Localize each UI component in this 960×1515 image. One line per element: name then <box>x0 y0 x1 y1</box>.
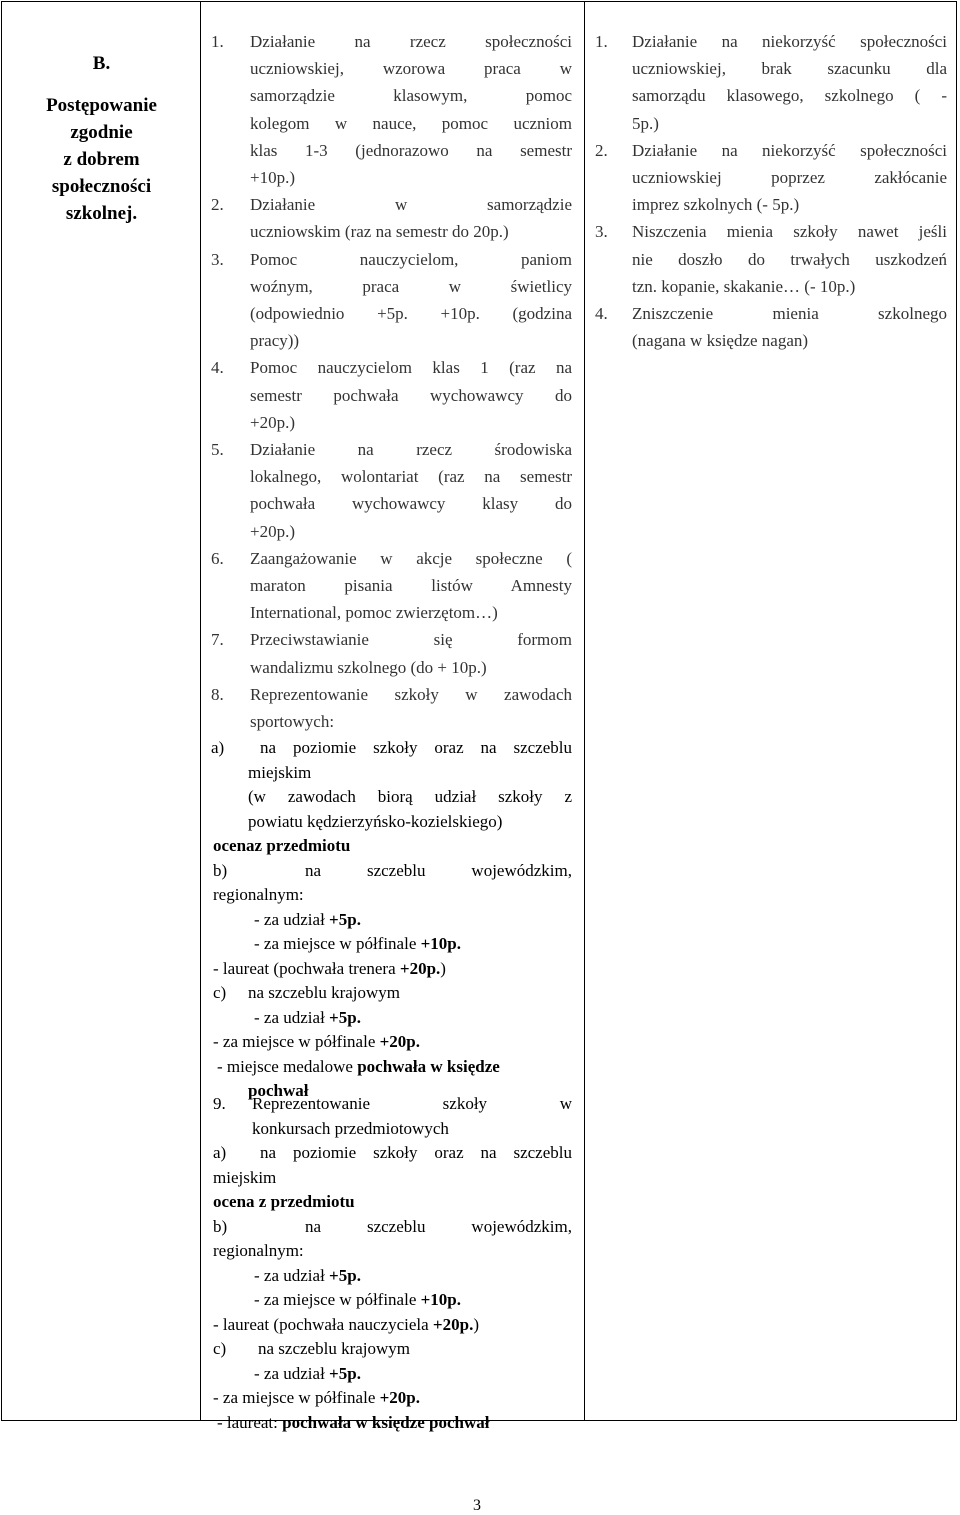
score-value: +20p. <box>399 958 441 978</box>
item-line: miejskim <box>248 762 312 782</box>
score-value: pochwała w księdze pochwał <box>282 1412 490 1432</box>
grade-note-text: ocena z przedmiotu <box>213 1192 355 1211</box>
item-number: 4. <box>595 304 608 323</box>
item-line: +20p.) <box>250 521 295 541</box>
item-line: powiatu kędzierzyńsko-kozielskiego) <box>248 811 503 831</box>
item-line: Niszczenia mienia szkoły nawet jeśli <box>632 222 947 242</box>
item-line: uczniowskiej, brak szacunku dla <box>632 59 947 79</box>
item-line: lokalnego, wolontariat (raz na semestr <box>250 467 572 487</box>
item-number: 1. <box>595 32 608 51</box>
grade-note <box>213 1190 355 1214</box>
item-line: (nagana w księdze nagan) <box>632 331 809 351</box>
item-line: wandalizmu szkolnego (do + 10p.) <box>250 657 487 677</box>
score-suffix: ) <box>440 958 446 978</box>
score-value: pochwała w księdze <box>357 1056 500 1076</box>
item-line: Pomoc nauczycielom, paniom <box>250 249 572 269</box>
score-value: +10p. <box>420 934 462 953</box>
score-line <box>254 932 461 956</box>
score-line <box>254 1006 361 1030</box>
item-line: (w zawodach biorą udział szkoły z <box>248 787 572 806</box>
item-line: na szczeblu wojewódzkim, <box>305 1216 572 1236</box>
item-line: nie doszło do trwałych uszkodzeń <box>632 249 947 269</box>
item-line: Reprezentowanie szkoły w <box>252 1094 572 1113</box>
score-label: - za udział <box>254 1363 330 1383</box>
score-line <box>254 1264 361 1288</box>
item-line: regionalnym: <box>213 885 304 904</box>
score-label: - za miejsce w półfinale <box>254 934 421 953</box>
list-marker: c) <box>213 1339 227 1358</box>
category-letter: B. <box>92 53 111 74</box>
item-number: 5. <box>211 440 224 459</box>
score-value: +20p. <box>379 1388 421 1407</box>
list-marker: b) <box>213 1216 228 1236</box>
item-number: 3. <box>595 222 608 242</box>
item-line: konkursach przedmiotowych <box>252 1118 449 1138</box>
item-line: na poziomie szkoły oraz na szczeblu <box>260 1143 572 1162</box>
grade-note <box>213 834 350 858</box>
criteria-table <box>1 1 957 1432</box>
score-label: - miejsce medalowe <box>217 1056 358 1076</box>
score-value: pochwał <box>248 1081 309 1100</box>
score-value: +20p. <box>379 1032 421 1051</box>
item-line: (odpowiednio +5p. +10p. (godzina <box>250 304 572 323</box>
item-line: Pomoc nauczycielom klas 1 (raz na <box>250 358 572 378</box>
item-line: klas 1-3 (jednorazowo na semestr <box>250 140 572 160</box>
item-line: Działanie na niekorzyść społeczności <box>632 32 947 51</box>
list-marker: a) <box>213 1143 227 1162</box>
item-line: na szczeblu wojewódzkim, <box>305 860 572 880</box>
item-line: semestr pochwała wychowawcy do <box>250 385 572 405</box>
score-value: +5p. <box>329 1265 361 1285</box>
item-number: 2. <box>595 140 608 160</box>
negative-behaviours-column <box>585 2 958 1420</box>
item-line: na szczeblu krajowym <box>248 983 400 1002</box>
item-line: kolegom w nauce, pomoc uczniom <box>250 113 572 133</box>
item-number: 3. <box>211 249 224 269</box>
score-line <box>254 1362 361 1386</box>
item-number: 8. <box>211 684 224 704</box>
score-label: - za miejsce w półfinale <box>254 1290 421 1309</box>
score-line <box>213 1313 479 1337</box>
score-line <box>213 1030 420 1054</box>
score-value: +5p. <box>329 1007 361 1027</box>
item-line: Działanie na rzecz społeczności <box>250 32 572 51</box>
item-line: Reprezentowanie szkoły w zawodach <box>250 684 572 704</box>
item-line: pracy)) <box>250 331 300 351</box>
score-line <box>217 1411 489 1435</box>
grade-note-text: ocenaz przedmiotu <box>213 836 351 855</box>
score-value: +10p. <box>420 1290 462 1309</box>
item-line: 5p.) <box>632 113 659 133</box>
score-label: - za miejsce w półfinale <box>213 1032 380 1051</box>
score-line <box>213 957 446 981</box>
item-line: samorządu klasowego, szkolnego ( - <box>632 86 947 106</box>
score-label: - za miejsce w półfinale <box>213 1388 380 1407</box>
score-suffix: ) <box>473 1314 479 1334</box>
item-line: miejskim <box>213 1167 277 1187</box>
score-value: +5p. <box>329 909 361 929</box>
item-line: woźnym, praca w świetlicy <box>250 276 572 296</box>
item-number: 4. <box>211 358 224 378</box>
item-line: uczniowskiej poprzez zakłócanie <box>632 168 947 187</box>
positive-behaviours-column <box>201 2 585 1432</box>
item-line: Przeciwstawianie się formom <box>250 630 572 650</box>
score-label: - za udział <box>254 1007 330 1027</box>
score-label: - laureat (pochwała trenera <box>213 958 400 978</box>
list-marker: b) <box>213 860 228 880</box>
category-title-line: społeczności <box>51 176 152 197</box>
score-line <box>254 1288 461 1312</box>
item-line: tzn. kopanie, skakanie… (- 10p.) <box>632 276 856 296</box>
category-title-line: Postępowanie <box>46 95 157 116</box>
list-marker: c) <box>213 983 227 1002</box>
category-title-line: zgodnie <box>70 122 133 143</box>
score-label: - laureat: <box>217 1412 283 1432</box>
score-value: +5p. <box>329 1363 361 1383</box>
score-label: - za udział <box>254 909 330 929</box>
item-line: sportowych: <box>250 712 335 731</box>
score-line <box>213 1386 420 1410</box>
score-line <box>217 1055 500 1079</box>
item-line: maraton pisania listów Amnesty <box>250 576 572 595</box>
item-line: Działanie na rzecz środowiska <box>250 440 572 459</box>
item-line: International, pomoc zwierzętom…) <box>250 603 498 623</box>
item-line: +20p.) <box>250 412 295 432</box>
item-number: 7. <box>211 630 224 650</box>
category-column <box>2 2 201 1420</box>
item-line: regionalnym: <box>213 1241 304 1260</box>
score-line <box>254 908 361 932</box>
item-number: 9. <box>213 1094 226 1113</box>
score-label: - za udział <box>254 1265 330 1285</box>
score-value: +20p. <box>432 1314 474 1334</box>
item-line: Działanie w samorządzie <box>250 195 572 215</box>
category-title <box>2 92 201 227</box>
item-line: Działanie na niekorzyść społeczności <box>632 140 947 160</box>
item-line: Zaangażowanie w akcje społeczne ( <box>250 548 572 568</box>
score-label: - laureat (pochwała nauczyciela <box>213 1314 433 1334</box>
item-number: 2. <box>211 195 224 215</box>
item-line: pochwała wychowawcy klasy do <box>250 494 572 514</box>
item-number: 1. <box>211 32 224 51</box>
item-line: na poziomie szkoły oraz na szczeblu <box>260 738 572 757</box>
category-title-line: szkolnej. <box>65 203 138 224</box>
item-number: 6. <box>211 548 224 568</box>
list-marker: a) <box>211 738 225 757</box>
item-line: na szczeblu krajowym <box>258 1339 410 1358</box>
page-number: 3 <box>473 1497 481 1514</box>
item-line: uczniowskiej, wzorowa praca w <box>250 59 572 79</box>
item-line: Zniszczenie mienia szkolnego <box>632 304 947 323</box>
item-line: +10p.) <box>250 168 295 187</box>
category-title-line: z dobrem <box>63 149 140 170</box>
item-line: samorządzie klasowym, pomoc <box>250 86 572 106</box>
item-line: imprez szkolnych (- 5p.) <box>632 195 800 215</box>
item-line: uczniowskim (raz na semestr do 20p.) <box>250 222 509 242</box>
